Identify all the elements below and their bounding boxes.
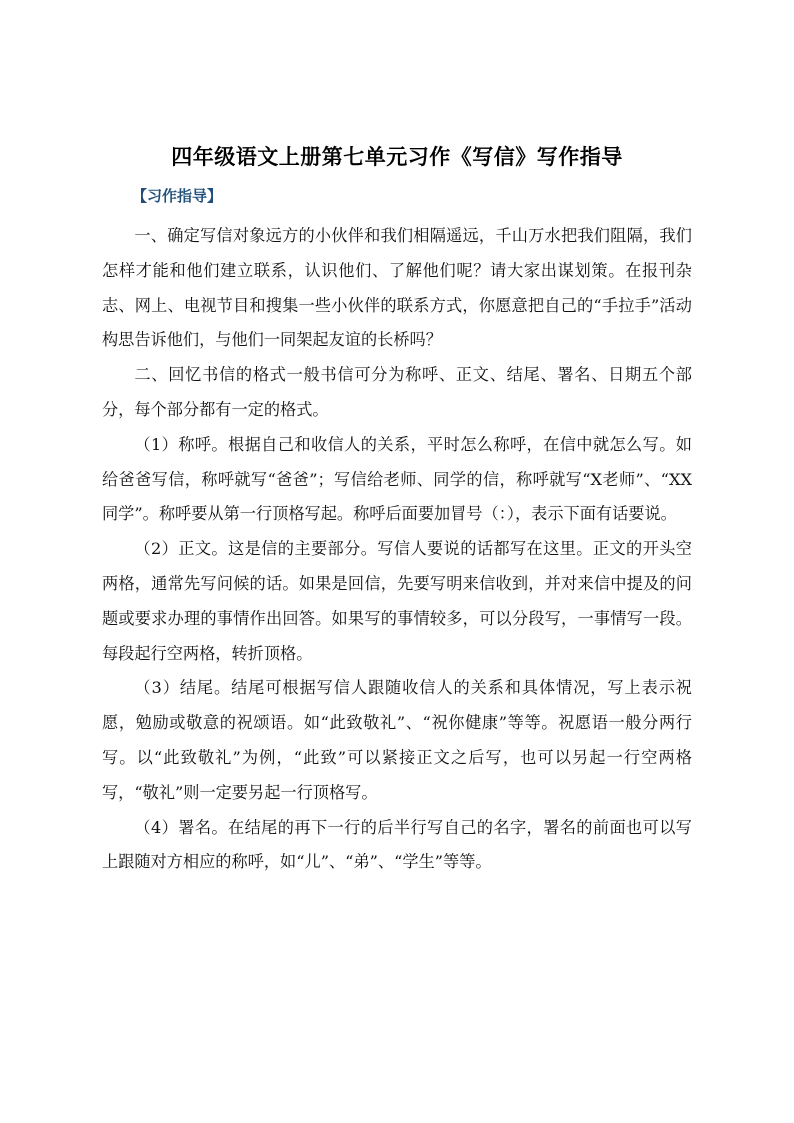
document-title: 四年级语文上册第七单元习作《写信》写作指导 xyxy=(171,145,623,169)
paragraph-choose-recipient: 一、确定写信对象远方的小伙伴和我们相隔遥远，千山万水把我们阻隔，我们怎样才能和他们建立联系，认识他们、了解他们呢？请大家出谋划策。在报刊杂志、网上、电视节目和搜集一些小伙伴的联系方式，你愿意把自己的“手拉手”活动构思告诉他们，与他们一同架起友谊的长桥吗？ xyxy=(102,226,692,350)
paragraph-letter-format: 二、回忆书信的格式一般书信可分为称呼、正文、结尾、署名、日期五个部分，每个部分都有一定的格式。 xyxy=(102,365,692,419)
document-body xyxy=(102,219,692,880)
paragraph-salutation: （1）称呼。根据自己和收信人的关系，平时怎么称呼，在信中就怎么写。如给爸爸写信，称呼就写“爸爸”；写信给老师、同学的信，称呼就写“X老师”、“XX同学”。称呼要从第一行顶格写起。称呼后面要加冒号（：），表示下面有话要说。 xyxy=(102,434,692,524)
section-label-writing-guide: 【习作指导】 xyxy=(132,187,223,205)
paragraph-closing: （3）结尾。结尾可根据写信人跟随收信人的关系和具体情况，写上表示祝愿，勉励或敬意的祝颂语。如“此致敬礼”、“祝你健康”等等。祝愿语一般分两行写。以“此致敬礼”为例，“此致”可以紧接正文之后写，也可以另起一行空两格写，“敬礼”则一定要另起一行顶格写。 xyxy=(102,678,692,802)
paragraph-signature: （4）署名。在结尾的再下一行的后半行写自己的名字，署名的前面也可以写上跟随对方相应的称呼，如“儿”、“弟”、“学生”等等。 xyxy=(102,817,692,872)
paragraph-body-text: （2）正文。这是信的主要部分。写信人要说的话都写在这里。正文的开头空两格，通常先写问候的话。如果是回信，先要写明来信收到，并对来信中提及的问题或要求办理的事情作出回答。如果写的事情较多，可以分段写，一事情写一段。每段起行空两格，转折顶格。 xyxy=(102,539,692,663)
